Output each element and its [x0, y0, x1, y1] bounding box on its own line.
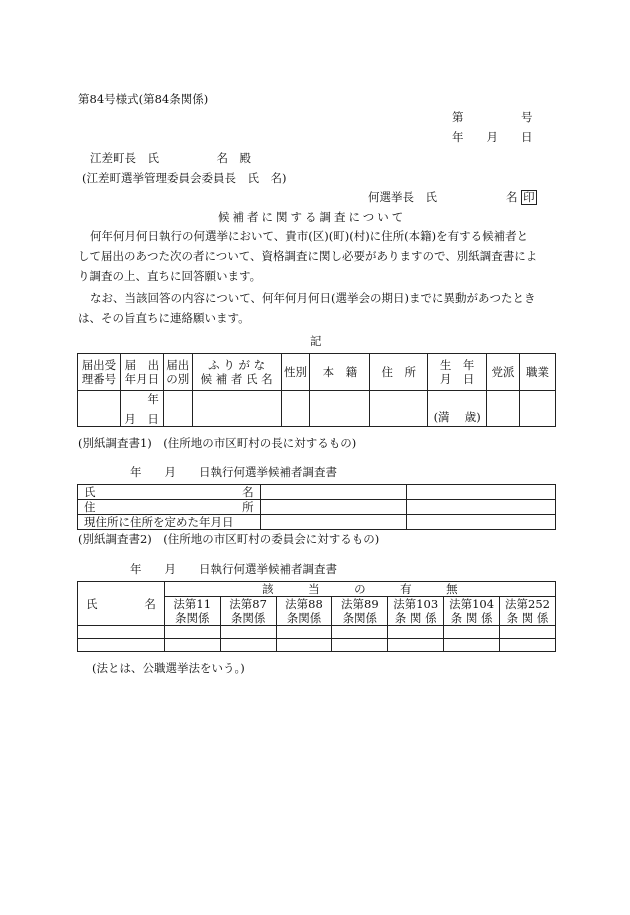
- footnote: (法とは、公職選挙法をいう。): [92, 661, 245, 675]
- cell-empty: [407, 515, 556, 530]
- sender: [368, 190, 537, 205]
- document-number: 第 号: [452, 110, 533, 124]
- row-name-label: 氏 名: [78, 485, 261, 500]
- cell-filing-date: 年 月 日: [120, 391, 163, 427]
- row-residence-date-label: 現住所に住所を定めた年月日: [78, 515, 261, 530]
- cell-empty: [260, 515, 407, 530]
- cell-birthdate: (満 歳): [428, 391, 487, 427]
- seal-mark: 印: [523, 190, 535, 204]
- cell-empty: [444, 626, 500, 639]
- document-title: 候補者に関する調査について: [218, 210, 407, 224]
- sheet1-title: 年 月 日執行何選挙候補者調査書: [130, 465, 337, 479]
- body-line: り調査の上、直ちに回答願います。: [78, 269, 262, 283]
- col-party: 党派: [487, 354, 520, 391]
- cell-empty: [276, 639, 332, 652]
- body-line: 何年何月何日執行の何選挙において、貴市(区)(町)(村)に住所(本籍)を有する候補者と: [90, 229, 529, 243]
- body-line: して届出のあつた次の者について、資格調査に関し必要がありますので、別紙調査書によ: [78, 249, 538, 263]
- cell-empty: [78, 626, 165, 639]
- addressee-committee: (江差町選挙管理委員会委員長 氏 名): [82, 171, 287, 185]
- cell-empty: [407, 500, 556, 515]
- body-line: は、その旨直ちに連絡願います。: [78, 311, 250, 325]
- table-header-row: [78, 354, 556, 391]
- body-line: なお、当該回答の内容について、何年何月何日(選挙会の期日)までに異動があつたとき: [90, 291, 536, 305]
- col-article-103: 法第103 条 関 係: [388, 597, 444, 626]
- cell-empty: [500, 626, 556, 639]
- header-applicability: 該 当 の 有 無: [164, 582, 555, 597]
- cell-address: [370, 391, 428, 427]
- cell-empty: [500, 639, 556, 652]
- table-row: [78, 500, 556, 515]
- cell-domicile: [310, 391, 370, 427]
- cell-empty: [444, 639, 500, 652]
- col-name: 氏 名: [78, 582, 165, 626]
- cell-empty: [260, 485, 407, 500]
- col-birthdate: 生 年 月 日: [428, 354, 487, 391]
- table-header-row: [78, 582, 556, 597]
- col-filing-type: 届出 の別: [163, 354, 192, 391]
- col-article-252: 法第252 条 関 係: [500, 597, 556, 626]
- col-article-88: 法第88 条関係: [276, 597, 332, 626]
- table-row: [78, 485, 556, 500]
- row-address-label: 住 所: [78, 500, 261, 515]
- table-row: [78, 626, 556, 639]
- candidate-table: [77, 353, 556, 427]
- body-paragraph-2: [78, 288, 558, 328]
- ki-mark: 記: [310, 334, 322, 348]
- addressee-mayor: 江差町長 氏 名 殿: [90, 151, 251, 165]
- cell-empty: [260, 500, 407, 515]
- cell-empty: [164, 639, 220, 652]
- table-row: [78, 391, 556, 427]
- cell-receipt-number: [78, 391, 121, 427]
- cell-empty: [220, 639, 276, 652]
- col-domicile: 本 籍: [310, 354, 370, 391]
- table-row: [78, 639, 556, 652]
- cell-occupation: [520, 391, 556, 427]
- cell-empty: [332, 639, 388, 652]
- col-article-87: 法第87 条関係: [220, 597, 276, 626]
- sheet1-table: [77, 484, 556, 530]
- col-article-104: 法第104 条 関 係: [444, 597, 500, 626]
- form-number: 第84号様式(第84条関係): [78, 92, 209, 106]
- document-date: 年 月 日: [452, 130, 533, 144]
- cell-empty: [164, 626, 220, 639]
- col-filing-date: 届 出 年月日: [120, 354, 163, 391]
- col-receipt-number: 届出受 理番号: [78, 354, 121, 391]
- cell-empty: [332, 626, 388, 639]
- cell-empty: [276, 626, 332, 639]
- sender-name: 何選挙長 氏 名: [368, 190, 518, 204]
- col-article-11: 法第11 条関係: [164, 597, 220, 626]
- cell-candidate-name: [192, 391, 281, 427]
- col-candidate-name: ふ り が な 候 補 者 氏 名: [192, 354, 281, 391]
- table-row: [78, 515, 556, 530]
- sheet2-title: 年 月 日執行何選挙候補者調査書: [130, 562, 337, 576]
- eligibility-table: [77, 581, 556, 652]
- col-article-89: 法第89 条関係: [332, 597, 388, 626]
- cell-empty: [220, 626, 276, 639]
- sheet2-label: (別紙調査書2) (住所地の市区町村の委員会に対するもの): [78, 532, 380, 546]
- sheet1-label: (別紙調査書1) (住所地の市区町村の長に対するもの): [78, 436, 357, 450]
- cell-empty: [78, 639, 165, 652]
- cell-party: [487, 391, 520, 427]
- cell-gender: [281, 391, 310, 427]
- col-gender: 性別: [281, 354, 310, 391]
- body-paragraph-1: [78, 226, 558, 286]
- cell-filing-type: [163, 391, 192, 427]
- cell-empty: [388, 626, 444, 639]
- cell-empty: [407, 485, 556, 500]
- col-address: 住 所: [370, 354, 428, 391]
- cell-empty: [388, 639, 444, 652]
- col-occupation: 職業: [520, 354, 556, 391]
